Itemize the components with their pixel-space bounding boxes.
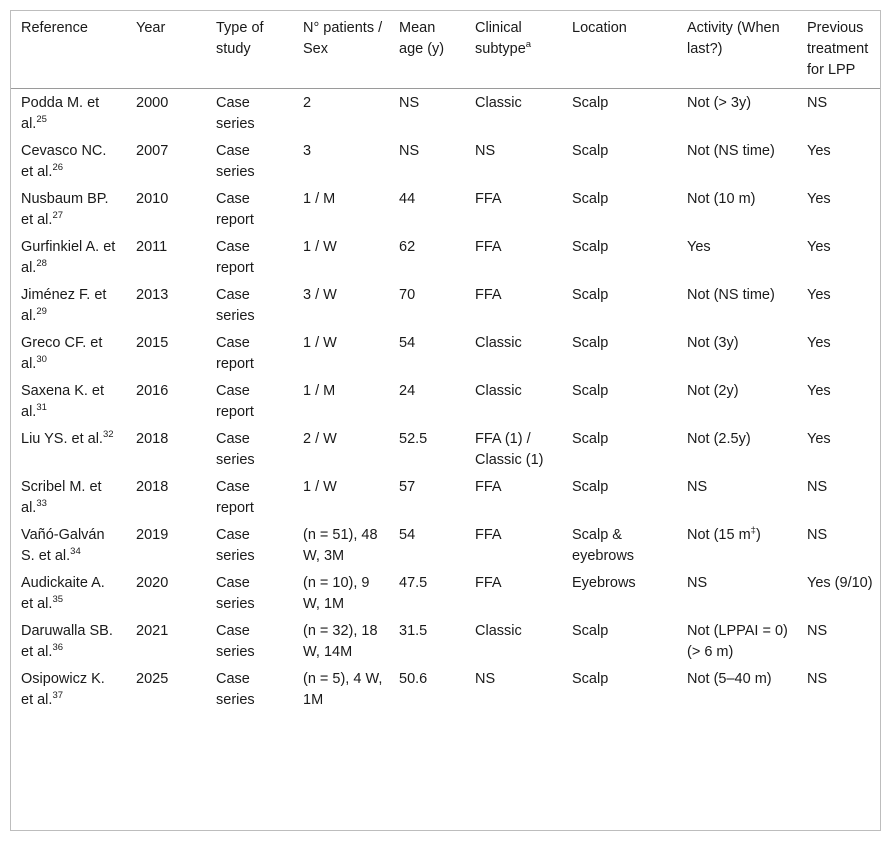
cell-activity: Not (2.5y) [687, 431, 751, 447]
cell-activity: Not (3y) [687, 335, 739, 351]
cell-type-of-study: Case series [216, 431, 255, 468]
cell-year: 2021 [136, 623, 169, 639]
cell-type-of-study: Case series [216, 575, 255, 612]
cell-location: Scalp [572, 143, 609, 159]
cell-reference: Saxena K. et al.$^{31}$ [21, 383, 105, 420]
cell-reference: Jiménez F. et al.$^{29}$ [21, 287, 107, 324]
header-previous-treatment: Previous treatment for LPP [807, 20, 869, 78]
cell-activity: Not (NS time) [687, 287, 775, 303]
cell-mean-age: 54 [399, 527, 416, 543]
cell-activity: Not (LPPAI = 0) (> 6 m) [687, 623, 788, 660]
cell-year: 2007 [136, 143, 169, 159]
cell-patients-sex: (n = 10), 9 W, 1M [303, 575, 370, 612]
cell-reference: Vañó-Galván S. et al.$^{34}$ [21, 527, 105, 564]
cell-previous-treatment: Yes [807, 239, 831, 255]
cell-location: Scalp & eyebrows [572, 527, 635, 564]
cell-location: Scalp [572, 287, 609, 303]
cell-previous-treatment: NS [807, 95, 828, 111]
cell-previous-treatment: Yes [807, 287, 831, 303]
cell-patients-sex: 1 / M [303, 383, 336, 399]
cell-reference: Cevasco NC. et al.$^{26}$ [21, 143, 107, 180]
table-row [11, 569, 880, 617]
cell-reference: Greco CF. et al.$^{30}$ [21, 335, 103, 372]
cell-reference: Nusbaum BP. et al.$^{27}$ [21, 191, 109, 228]
cell-year: 2025 [136, 671, 169, 687]
header-type-of-study: Type of study [216, 20, 264, 57]
cell-activity: NS [687, 479, 708, 495]
cell-year: 2011 [136, 239, 168, 255]
cell-year: 2016 [136, 383, 169, 399]
cell-year: 2015 [136, 335, 169, 351]
cell-location: Scalp [572, 431, 609, 447]
cell-type-of-study: Case report [216, 335, 254, 372]
cell-mean-age: 52.5 [399, 431, 428, 447]
cell-reference: Daruwalla SB. et al.$^{36}$ [21, 623, 113, 660]
cell-type-of-study: Case report [216, 191, 254, 228]
cell-clinical-subtype: FFA (1) / Classic (1) [475, 431, 544, 468]
table-row [11, 233, 880, 281]
cell-year: 2000 [136, 95, 169, 111]
cell-clinical-subtype: FFA [475, 479, 502, 495]
cell-reference: Audickaite A. et al.$^{35}$ [21, 575, 105, 612]
cell-previous-treatment: NS [807, 671, 828, 687]
cell-patients-sex: 2 [303, 95, 312, 111]
cell-location: Scalp [572, 671, 609, 687]
cell-patients-sex: 1 / M [303, 191, 336, 207]
cell-clinical-subtype: Classic [475, 623, 522, 639]
table-row [11, 521, 880, 569]
table-row [11, 329, 880, 377]
cell-clinical-subtype: FFA [475, 527, 502, 543]
header-reference: Reference [21, 20, 88, 36]
cell-previous-treatment: Yes [807, 431, 831, 447]
cell-mean-age: NS [399, 95, 420, 111]
cell-reference: Scribel M. et al.$^{33}$ [21, 479, 102, 516]
cell-previous-treatment: NS [807, 479, 828, 495]
cell-year: 2010 [136, 191, 169, 207]
cell-year: 2013 [136, 287, 169, 303]
table-row [11, 377, 880, 425]
cell-year: 2018 [136, 479, 169, 495]
cell-type-of-study: Case series [216, 143, 255, 180]
cell-clinical-subtype: FFA [475, 239, 502, 255]
cell-clinical-subtype: NS [475, 143, 496, 159]
cell-mean-age: NS [399, 143, 420, 159]
cell-patients-sex: (n = 51), 48 W, 3M [303, 527, 378, 564]
cell-activity: Not (> 3y) [687, 95, 752, 111]
table-row [11, 665, 880, 713]
cell-patients-sex: 3 / W [303, 287, 337, 303]
cell-year: 2018 [136, 431, 169, 447]
header-location: Location [572, 20, 627, 36]
cell-mean-age: 44 [399, 191, 416, 207]
cell-patients-sex: 1 / W [303, 335, 337, 351]
cell-type-of-study: Case series [216, 527, 255, 564]
literature-table [11, 11, 880, 713]
cell-type-of-study: Case series [216, 671, 255, 708]
cell-clinical-subtype: Classic [475, 335, 522, 351]
cell-patients-sex: 3 [303, 143, 312, 159]
cell-clinical-subtype: FFA [475, 287, 502, 303]
table-row [11, 617, 880, 665]
cell-type-of-study: Case series [216, 623, 255, 660]
table-row [11, 137, 880, 185]
cell-location: Scalp [572, 239, 609, 255]
cell-previous-treatment: Yes [807, 383, 831, 399]
header-year: Year [136, 20, 166, 36]
cell-mean-age: 24 [399, 383, 416, 399]
cell-activity: Not (15 m‡) [687, 525, 761, 543]
cell-year: 2020 [136, 575, 169, 591]
cell-patients-sex: 1 / W [303, 239, 337, 255]
table-body [11, 89, 880, 714]
cell-previous-treatment: Yes [807, 191, 831, 207]
table-row [11, 425, 880, 473]
cell-patients-sex: 2 / W [303, 431, 337, 447]
cell-activity: Not (5–40 m) [687, 671, 772, 687]
cell-previous-treatment: Yes (9/10) [807, 575, 873, 591]
cell-type-of-study: Case series [216, 287, 255, 324]
cell-location: Scalp [572, 623, 609, 639]
cell-activity: NS [687, 575, 708, 591]
cell-previous-treatment: NS [807, 623, 828, 639]
cell-patients-sex: 1 / W [303, 479, 337, 495]
cell-mean-age: 50.6 [399, 671, 428, 687]
cell-type-of-study: Case report [216, 383, 254, 420]
cell-clinical-subtype: FFA [475, 191, 502, 207]
cell-location: Scalp [572, 383, 609, 399]
cell-activity: Not (2y) [687, 383, 739, 399]
table-row [11, 185, 880, 233]
table-row [11, 281, 880, 329]
table-row [11, 473, 880, 521]
cell-mean-age: 57 [399, 479, 416, 495]
cell-activity: Yes [687, 239, 711, 255]
cell-mean-age: 54 [399, 335, 416, 351]
cell-mean-age: 70 [399, 287, 416, 303]
cell-reference: Gurfinkiel A. et al.$^{28}$ [21, 239, 116, 276]
cell-patients-sex: (n = 5), 4 W, 1M [303, 671, 383, 708]
cell-reference: Liu YS. et al.$^{32}$ [21, 429, 114, 447]
cell-type-of-study: Case report [216, 239, 254, 276]
cell-reference: Osipowicz K. et al.$^{37}$ [21, 671, 105, 708]
header-clinical-subtype: Clinical subtype$^a$ [475, 20, 532, 57]
cell-type-of-study: Case report [216, 479, 254, 516]
cell-clinical-subtype: FFA [475, 575, 502, 591]
cell-year: 2019 [136, 527, 169, 543]
cell-location: Scalp [572, 479, 609, 495]
cell-location: Eyebrows [572, 575, 636, 591]
cell-mean-age: 31.5 [399, 623, 428, 639]
cell-activity: Not (10 m) [687, 191, 756, 207]
cell-reference: Podda M. et al.$^{25}$ [21, 95, 100, 132]
cell-patients-sex: (n = 32), 18 W, 14M [303, 623, 378, 660]
cell-activity: Not (NS time) [687, 143, 775, 159]
table-frame [10, 10, 881, 831]
cell-previous-treatment: NS [807, 527, 828, 543]
cell-mean-age: 47.5 [399, 575, 428, 591]
cell-clinical-subtype: Classic [475, 95, 522, 111]
cell-location: Scalp [572, 191, 609, 207]
cell-type-of-study: Case series [216, 95, 255, 132]
table-row [11, 89, 880, 138]
cell-clinical-subtype: Classic [475, 383, 522, 399]
header-row [11, 11, 880, 89]
cell-location: Scalp [572, 335, 609, 351]
cell-previous-treatment: Yes [807, 143, 831, 159]
cell-location: Scalp [572, 95, 609, 111]
cell-mean-age: 62 [399, 239, 416, 255]
cell-previous-treatment: Yes [807, 335, 831, 351]
header-mean-age: Mean age (y) [399, 20, 445, 57]
header-activity: Activity (When last?) [687, 20, 780, 57]
header-patients-sex: N° patients / Sex [303, 20, 383, 57]
cell-clinical-subtype: NS [475, 671, 496, 687]
